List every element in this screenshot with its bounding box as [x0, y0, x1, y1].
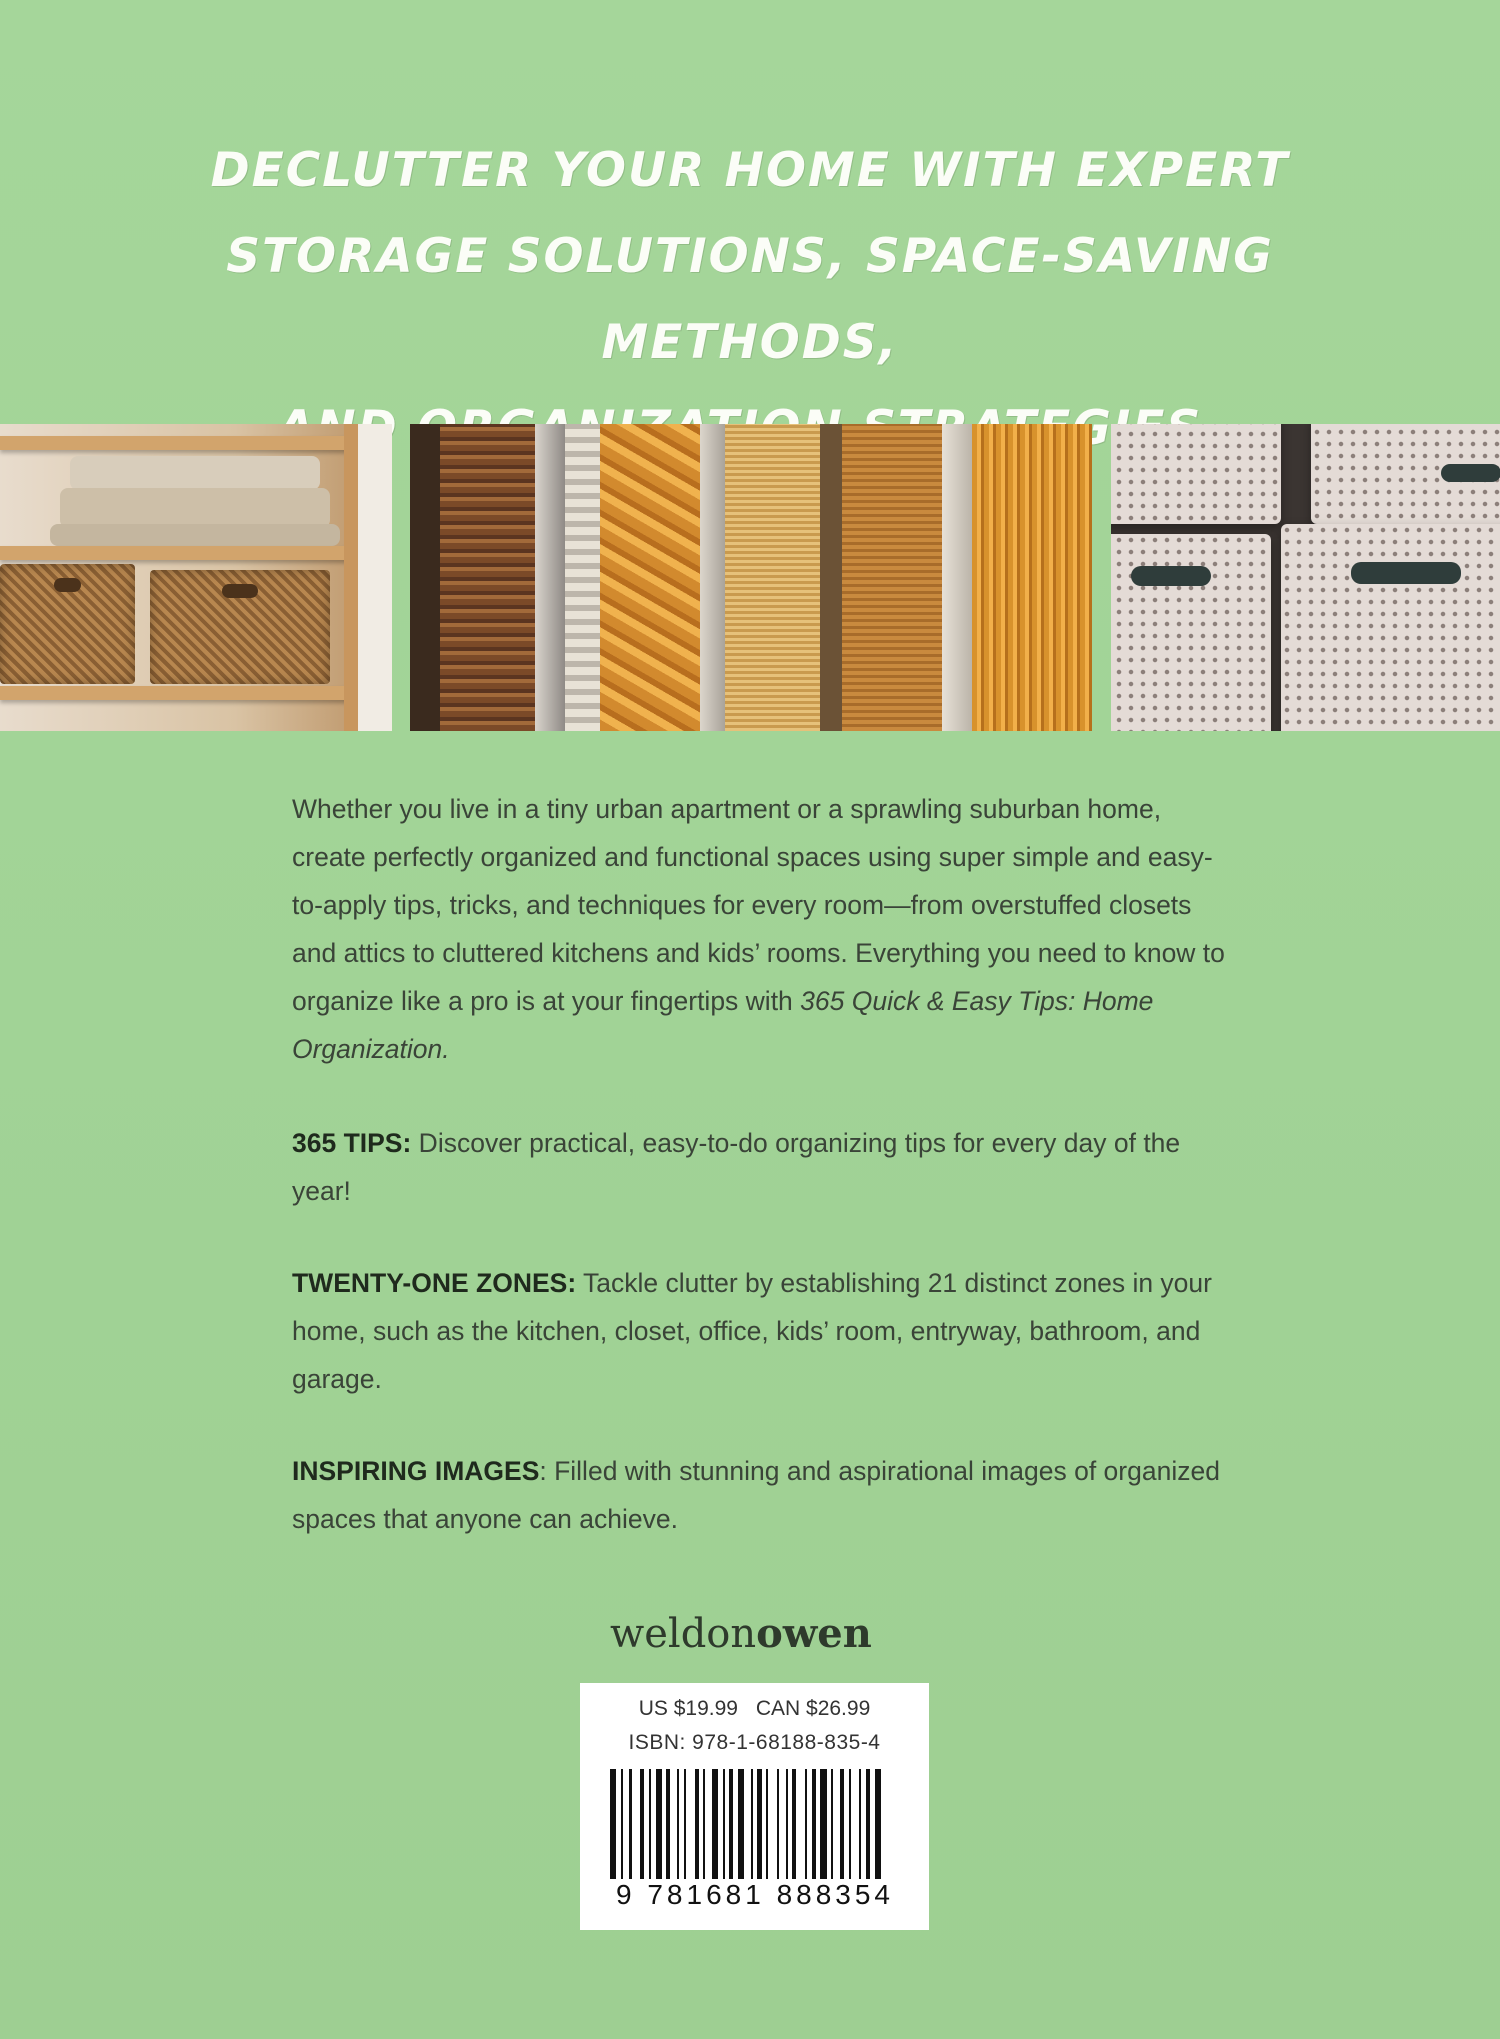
barcode-bar — [805, 1769, 807, 1879]
book-title: 365 Quick & Easy Tips: Home Organization. — [292, 986, 1154, 1064]
barcode-bar — [695, 1769, 699, 1879]
barcode-bar — [766, 1769, 768, 1879]
barcode-bar — [723, 1769, 725, 1879]
barcode-bar — [786, 1769, 788, 1879]
barcode-bar — [610, 1769, 616, 1879]
barcode-bar — [666, 1769, 670, 1879]
barcode-bar — [849, 1769, 851, 1879]
barcode-digits: 9 781681 888354 — [616, 1879, 894, 1910]
barcode-bar — [840, 1769, 844, 1879]
description — [292, 785, 1232, 1587]
barcode-bar — [729, 1769, 733, 1879]
barcode-bar — [859, 1769, 861, 1879]
publisher-light: weldon — [610, 1611, 757, 1657]
barcode — [610, 1769, 900, 1879]
headline — [120, 128, 1380, 472]
barcode-bar — [738, 1769, 744, 1879]
feature-label: 365 TIPS: — [292, 1128, 412, 1158]
publisher-bold: owen — [756, 1610, 872, 1657]
barcode-bar — [757, 1769, 761, 1879]
feature-text: Discover practical, easy-to-do organizing tips for every day of the year! — [292, 1128, 1181, 1206]
barcode-bar — [649, 1769, 651, 1879]
intro-paragraph — [292, 785, 1232, 1073]
barcode-bar — [621, 1769, 623, 1879]
isbn: ISBN: 978-1-68188-835-4 — [628, 1731, 881, 1754]
barcode-bar — [684, 1769, 686, 1879]
headline-line-2: STORAGE SOLUTIONS, SPACE-SAVING METHODS, — [226, 229, 1274, 370]
intro-text: Whether you live in a tiny urban apartment or a sprawling suburban home, create perfectly organized and functional spaces using super simple and easy-to-apply tips, tricks, and techniques for every room—from overstuffed closets and attics to cluttered kitchens and kids’ rooms. Everything you need to know to organize like a pro is at your fingertips with — [292, 794, 1225, 1016]
barcode-bar — [866, 1769, 870, 1879]
publisher-logo — [610, 1610, 872, 1657]
barcode-bar — [812, 1769, 816, 1879]
price-line — [580, 1697, 929, 1721]
barcode-box — [580, 1683, 929, 1930]
barcode-bar — [777, 1769, 779, 1879]
shelf-with-baskets-photo — [0, 424, 392, 731]
barcode-bar — [640, 1769, 644, 1879]
barcode-bar — [875, 1769, 881, 1879]
barcode-bar — [792, 1769, 796, 1879]
feature-twenty-one-zones — [292, 1259, 1232, 1403]
barcode-bar — [703, 1769, 705, 1879]
feature-text: : Filled with stunning and aspirational images of organized spaces that anyone can achieve. — [292, 1456, 1220, 1534]
price-us: US $19.99 — [638, 1697, 738, 1720]
barcode-bar — [820, 1769, 826, 1879]
barcode-bar — [712, 1769, 718, 1879]
price-can: CAN $26.99 — [755, 1697, 871, 1720]
barcode-bar — [677, 1769, 679, 1879]
storage-bins-photo — [1111, 424, 1500, 731]
feature-inspiring-images — [292, 1447, 1232, 1543]
feature-365-tips — [292, 1119, 1232, 1215]
feature-label: TWENTY-ONE ZONES: — [292, 1268, 577, 1298]
feature-text: Tackle clutter by establishing 21 distinct zones in your home, such as the kitchen, closet, office, kids’ room, entryway, bathroom, and garage. — [292, 1268, 1212, 1394]
barcode-bar — [751, 1769, 753, 1879]
barcode-bar — [831, 1769, 833, 1879]
pasta-jars-photo — [410, 424, 1092, 731]
feature-label: INSPIRING IMAGES — [292, 1456, 540, 1486]
barcode-bar — [656, 1769, 662, 1879]
barcode-bar — [629, 1769, 631, 1879]
headline-line-1: DECLUTTER YOUR HOME WITH EXPERT — [210, 143, 1290, 198]
